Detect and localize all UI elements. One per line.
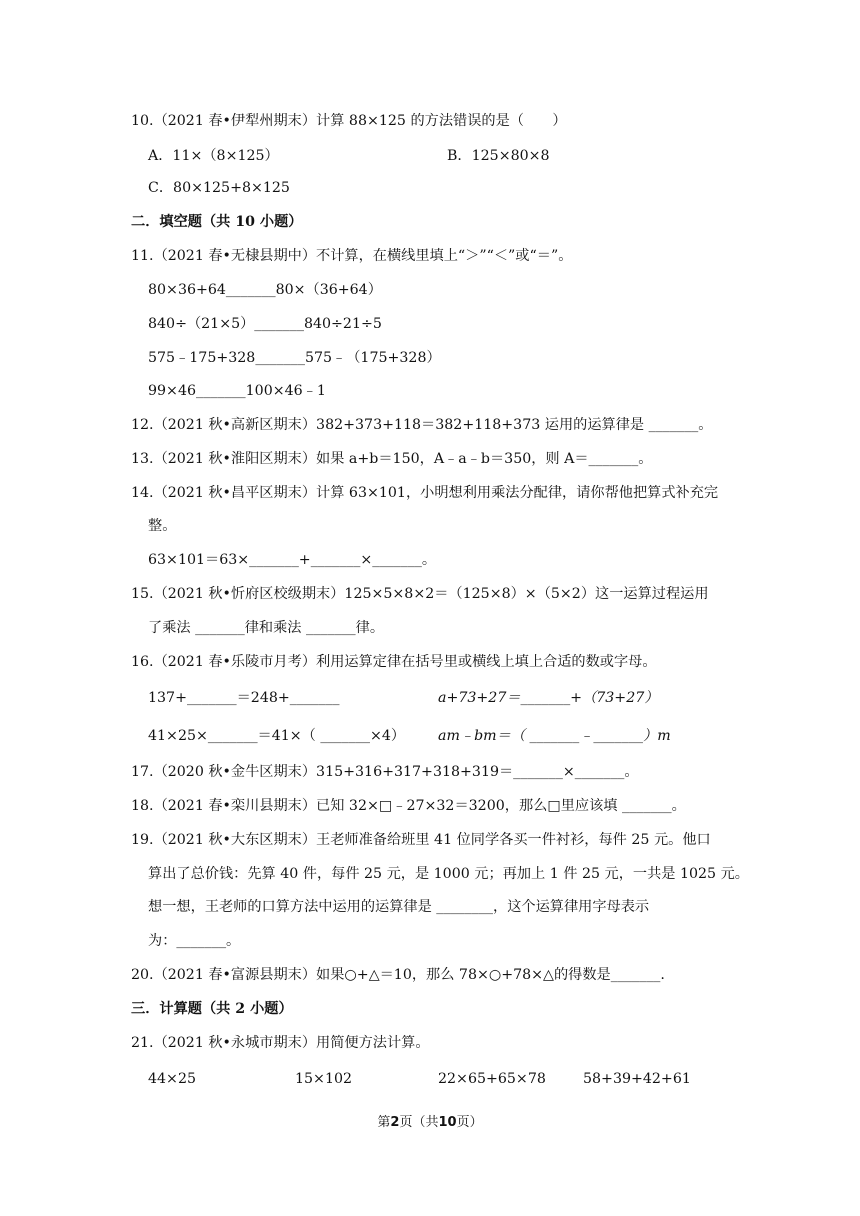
- page-footer: [0, 1111, 860, 1130]
- question-21-expr-3: 22×65+65×78: [438, 1071, 546, 1087]
- question-13-stem: 13.（2021 秋•淮阳区期末）如果 a+b＝150，A﹣a﹣b＝350，则 A＝_______。: [131, 451, 653, 467]
- question-21-expr-2: 15×102: [295, 1071, 353, 1087]
- question-20-stem: 20.（2021 春•富源县期末）如果○+△＝10，那么 78×○+78×△的得数是_______.: [131, 967, 665, 983]
- question-11-line-1: 80×36+64_______80×（36+64）: [148, 282, 382, 298]
- question-16-stem: 16.（2021 春•乐陵市月考）利用运算定律在括号里或横线上填上合适的数或字母。: [131, 654, 657, 670]
- question-21-expr-4: 58+39+42+61: [583, 1071, 691, 1087]
- footer-prefix: 第: [377, 1115, 391, 1130]
- section-3-title: 三．计算题（共 2 小题）: [131, 1001, 293, 1017]
- question-19-line-4: 为：_______。: [148, 933, 241, 949]
- question-17-stem: 17.（2020 秋•金牛区期末）315+316+317+318+319＝_______×_______。: [131, 764, 639, 780]
- question-10-option-b: B．125×80×8: [447, 148, 550, 164]
- footer-suffix: 页）: [456, 1115, 483, 1130]
- question-21-stem: 21.（2021 秋•永城市期末）用简便方法计算。: [131, 1035, 430, 1051]
- question-12-stem: 12.（2021 秋•高新区期末）382+373+118＝382+118+373 运用的运算律是 _______。: [131, 417, 713, 433]
- question-16-item-c: 41×25×_______＝41×（ _______×4）: [148, 728, 406, 744]
- question-11-line-3: 575﹣175+328_______575﹣（175+328）: [148, 350, 441, 366]
- question-14-stem: 14.（2021 秋•昌平区期末）计算 63×101，小明想利用乘法分配律，请你帮他把算式补充完: [131, 485, 719, 501]
- question-11-line-2: 840÷（21×5）_______840÷21÷5: [148, 316, 382, 332]
- question-19-line-2: 算出了总价钱：先算 40 件，每件 25 元，是 1000 元；再加上 1 件 25 元，一共是 1025 元。: [148, 866, 749, 882]
- question-11-stem: 11.（2021 春•无棣县期中）不计算，在横线里填上“＞”“＜”或“＝”。: [131, 248, 573, 264]
- question-10-option-a: A．11×（8×125）: [148, 148, 279, 164]
- question-15-stem: 15.（2021 秋•忻府区校级期末）125×5×8×2＝（125×8）×（5×2）这一运算过程运用: [131, 586, 709, 602]
- question-14-formula: 63×101＝63×_______+_______×_______。: [148, 552, 437, 568]
- question-14-continuation: 整。: [148, 518, 177, 534]
- question-21-expr-1: 44×25: [148, 1071, 196, 1087]
- question-19-line-3: 想一想，王老师的口算方法中运用的运算律是 ________，这个运算律用字母表示: [148, 899, 650, 915]
- question-19-line-1: 19.（2021 秋•大东区期末）王老师准备给班里 41 位同学各买一件衬衫，每件 25 元。他口: [131, 832, 711, 848]
- question-15-continuation: 了乘法 _______律和乘法 _______律。: [148, 620, 385, 636]
- section-2-title: 二．填空题（共 10 小题）: [131, 214, 303, 230]
- footer-page-number: 2: [390, 1115, 400, 1130]
- footer-total-pages: 10: [438, 1115, 457, 1130]
- footer-middle: 页（共: [399, 1115, 439, 1130]
- question-18-stem: 18.（2021 春•栾川县期末）已知 32×□﹣27×32＝3200，那么□里应该填 _______。: [131, 798, 686, 814]
- question-16-item-a: 137+_______＝248+_______: [148, 690, 340, 706]
- question-11-line-4: 99×46_______100×46﹣1: [148, 383, 326, 399]
- question-10-option-c: C．80×125+8×125: [148, 180, 290, 196]
- question-16-item-d: am﹣bm＝（ _______﹣_______）m: [438, 728, 671, 744]
- question-16-item-b: a+73+27＝_______+（73+27）: [438, 690, 659, 706]
- question-10-stem: 10.（2021 春•伊犁州期末）计算 88×125 的方法错误的是（ ）: [131, 113, 567, 129]
